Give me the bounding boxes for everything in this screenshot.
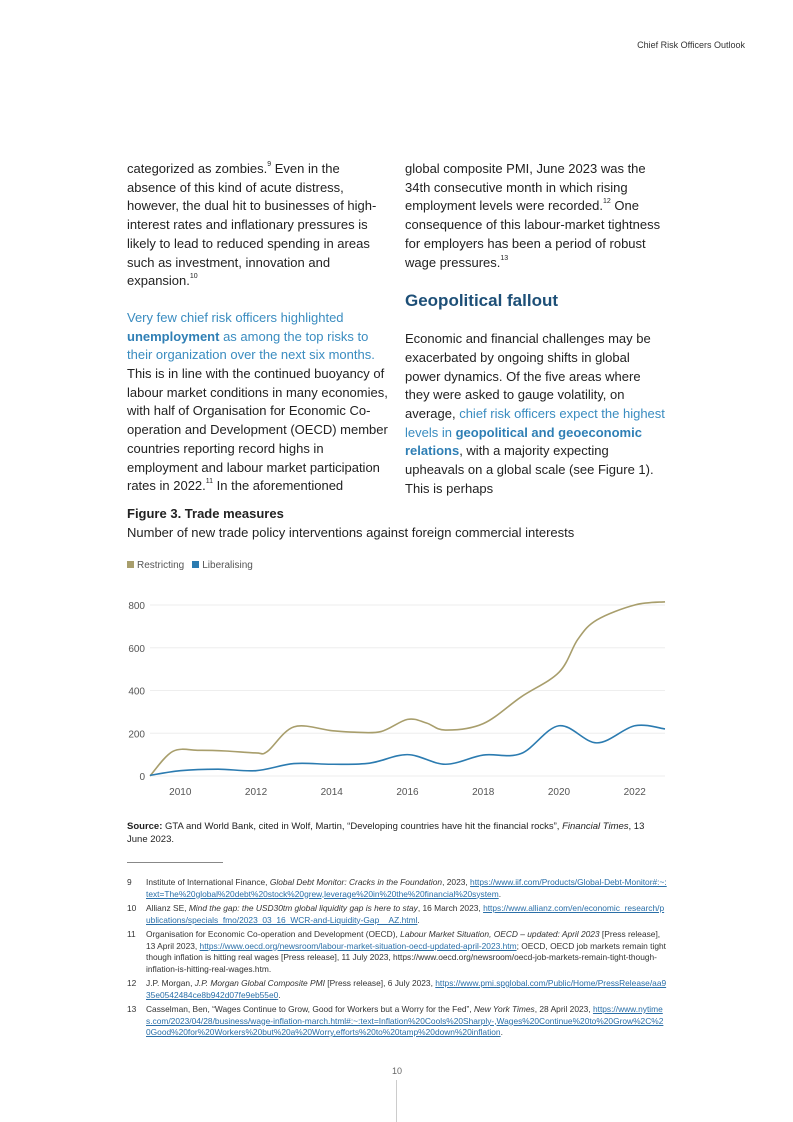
footnote-text (146, 1004, 667, 1039)
footnote-number: 13 (127, 1004, 137, 1014)
footnote-number: 9 (127, 877, 132, 887)
title: J.P. Morgan Global Composite PMI (194, 978, 325, 988)
text: , 2023, (442, 877, 471, 887)
figure-source (127, 820, 667, 846)
text: In the aforementioned (213, 478, 344, 494)
x-tick-label: 2012 (244, 787, 268, 798)
title: Global Debt Monitor: Cracks in the Foundation (269, 877, 443, 887)
y-tick-label: 600 (128, 643, 145, 655)
footnote-link[interactable]: https://www.iif.com/Products/Global-Debt-Monitor#:~:text=The%20global%20debt%20stock%20grew,leverage%20in%20the%20financial%20system (146, 877, 667, 899)
source-text: GTA and World Bank, cited in Wolf, Martin, “Developing countries have hit the financial rocks”, (162, 821, 563, 832)
footnote-text (146, 929, 667, 975)
footnote (127, 903, 667, 926)
chart-legend (127, 560, 253, 571)
footnote (127, 1004, 667, 1039)
text: ; OECD, OECD job markets remain tight though inflation is hitting real wages [Press release], 11 July 2023, https://www.oecd.org/newsroom/oecd-job-markets-remain-tight-though-inflation-is-hitting-real-wages.htm. (146, 940, 666, 974)
text: [Press release], 6 July 2023, (324, 978, 436, 988)
highlight: chief risk officers expect the highest levels in (405, 406, 665, 440)
text: , 28 April 2023, (534, 1004, 593, 1014)
text: . (498, 888, 502, 899)
text: . (417, 914, 420, 925)
footnote-number: 12 (127, 978, 137, 988)
legend-swatch (192, 561, 199, 568)
x-tick-label: 2016 (396, 787, 419, 798)
y-tick-label: 800 (128, 601, 145, 612)
highlight: as among the top risks to their organization over the next six months. (127, 328, 375, 363)
source-publication: Financial Times (562, 821, 629, 832)
y-tick-label: 400 (128, 686, 145, 698)
y-tick-label: 0 (139, 772, 145, 783)
text: . (278, 989, 281, 1000)
series-line-liberalising (150, 725, 665, 775)
text: categorized as zombies. (127, 161, 268, 176)
text: One consequence of this labour-market tightness for employers has been a period of robust wage pressures. (405, 198, 661, 270)
page-number: 10 (392, 1066, 403, 1076)
footnote-link[interactable]: https://www.oecd.org/newsroom/labour-market-situation-oecd-updated-april-2023.htm (199, 940, 517, 951)
legend-label: Restricting (137, 560, 185, 571)
x-tick-label: 2020 (547, 787, 571, 798)
title: Labour Market Situation, OECD – updated: April 2023 (400, 929, 600, 939)
footnote-ref[interactable]: 12 (602, 198, 611, 206)
text: J.P. Morgan, (146, 978, 195, 988)
highlight-bold: geopolitical and geoeconomic relations (405, 424, 642, 459)
legend-swatch (127, 561, 134, 568)
footnote-number: 10 (127, 903, 137, 913)
text: Institute of International Finance, (146, 877, 270, 887)
text: Economic and financial challenges may be exacerbated by ongoing shifts in global power dynamics. Of the five areas where they were asked to gauge volatility, on average, (405, 331, 651, 422)
footnote-link[interactable]: https://www.pmi.spglobal.com/Public/Home/PressRelease/aa935e0542484ce8b942d07fe9eb55e0 (146, 978, 667, 1000)
footnote-number: 11 (127, 929, 136, 939)
source-label: Source: (127, 821, 163, 832)
footnote-divider (127, 862, 223, 863)
x-tick-label: 2022 (623, 787, 646, 798)
text: This is in line with the continued buoyancy of labour market conditions in many economies, with half of Organisation for Economic Co-operation and Development (OECD) member countries reporting record highs in employment and labour market participation rates in 2022. (127, 366, 388, 494)
text: [Press release], 13 April 2023, (146, 929, 661, 951)
title: New York Times (474, 1004, 535, 1014)
figure-title: Figure 3. Trade measures (127, 506, 284, 521)
footnote-text (146, 903, 667, 926)
left-column (127, 160, 389, 514)
footnote-link[interactable]: https://www.allianz.com/en/economic_research/publications/specials_fmo/2023_03_16_WCR-and-Liquidity-Gap__AZ.html (146, 903, 665, 925)
footnote-link[interactable]: https://www.nytimes.com/2023/04/28/business/wage-inflation-march.html#:~:text=Inflation%20Cools%20Sharply-,Wages%20Continue%20to%20Grow%2C%20Good%20for%20Workers%20but%20a%20Worry,efforts%20to%20tamp%20down%20inflation (146, 1004, 664, 1037)
x-tick-label: 2014 (320, 787, 343, 798)
figure-subtitle: Number of new trade policy interventions against foreign commercial interests (127, 525, 575, 540)
legend-item-liberalising (192, 560, 253, 571)
right-column (405, 160, 667, 517)
title: Mind the gap: the USD30tm global liquidity gap is here to stay (188, 903, 418, 913)
running-header: Chief Risk Officers Outlook (637, 40, 745, 50)
text: , with a majority expecting upheavals on a global scale (see Figure 1). This is perhaps (405, 443, 654, 496)
legend-item-restricting (127, 560, 184, 571)
text: Organisation for Economic Co-operation and Development (OECD), (146, 929, 401, 939)
y-tick-label: 200 (128, 729, 145, 741)
footnote (127, 929, 667, 975)
x-tick-label: 2018 (472, 787, 495, 798)
text: , 16 March 2023, (417, 903, 484, 913)
footnote (127, 877, 667, 900)
text: Casselman, Ben, “Wages Continue to Grow, Good for Workers but a Worry for the Fed”, (146, 1004, 474, 1014)
footnote-ref[interactable]: 11 (205, 478, 214, 486)
highlight-bold: unemployment (127, 328, 220, 344)
line-chart (120, 590, 680, 805)
text: Allianz SE, (146, 903, 189, 913)
footnote-ref[interactable]: 9 (267, 161, 272, 168)
series-line-restricting (150, 602, 665, 776)
legend-label: Liberalising (202, 560, 253, 571)
highlight: Very few chief risk officers highlighted (127, 309, 344, 325)
text: global composite PMI, June 2023 was the 34th consecutive month in which rising employment levels were recorded. (405, 161, 646, 214)
footnote (127, 978, 667, 1001)
divider (396, 1080, 397, 1122)
source-text: , 13 June 2023. (127, 821, 645, 845)
text: Even in the absence of this kind of acute distress, however, the dual hit to businesses of high-interest rates and inflationary pressures is likely to lead to reduced spending in areas such as investment, innovation and expansion. (127, 161, 377, 289)
footnote-text (146, 978, 667, 1001)
footnote-ref[interactable]: 13 (500, 254, 509, 262)
footnote-ref[interactable]: 10 (189, 273, 198, 281)
text: . (500, 1027, 503, 1037)
section-heading: Geopolitical fallout (405, 291, 559, 311)
x-tick-label: 2010 (169, 787, 192, 798)
footnote-text (146, 877, 667, 900)
